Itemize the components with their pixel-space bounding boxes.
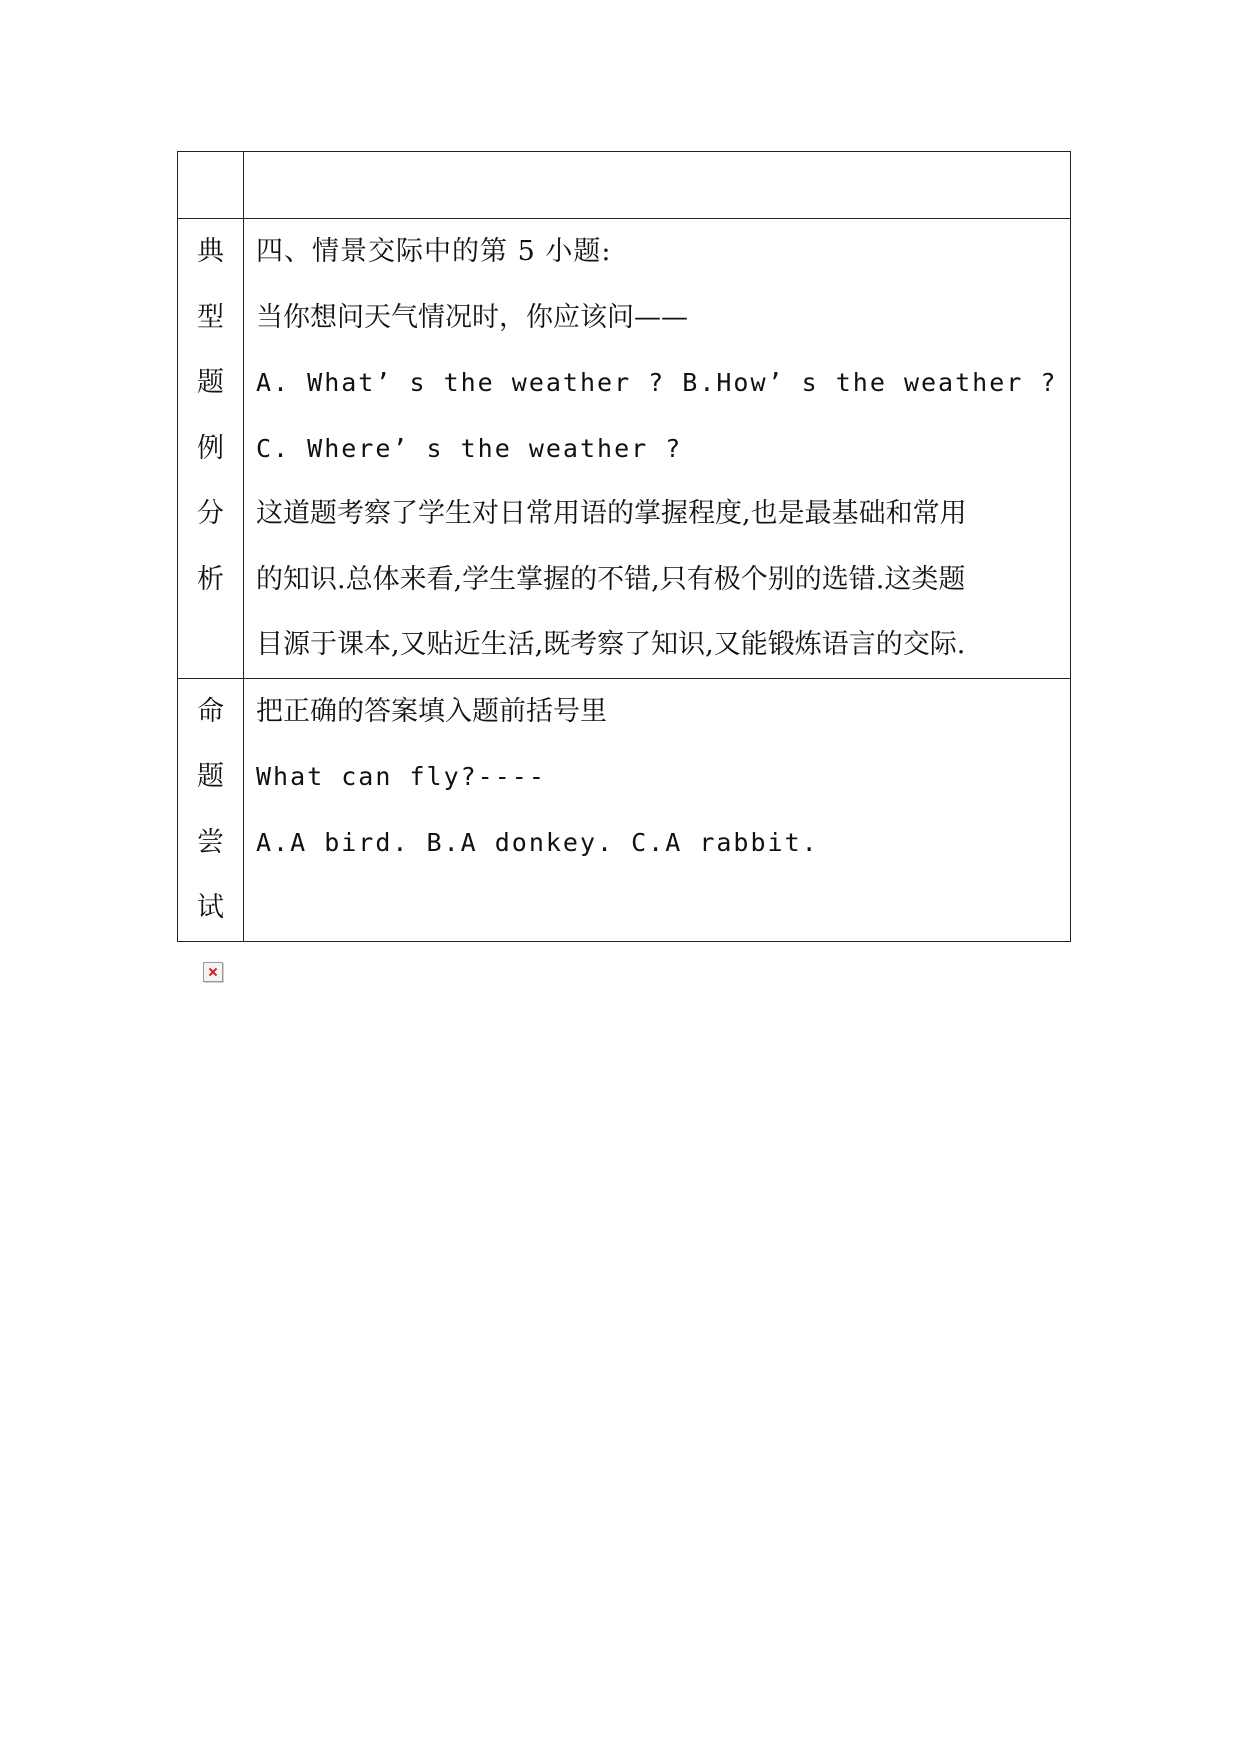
analysis-label-cell xyxy=(178,219,244,679)
trial-label-cell xyxy=(178,678,244,941)
analysis-content-cell xyxy=(244,219,1071,679)
analysis-text-line: 的知识.总体来看,学生掌握的不错,只有极个别的选错.这类题 xyxy=(256,563,966,595)
question-heading: 四、情景交际中的第 5 小题: xyxy=(256,236,612,267)
trial-label-char: 命 xyxy=(197,695,224,727)
worksheet-table xyxy=(177,151,1071,942)
analysis-label-char: 分 xyxy=(197,498,224,529)
trial-label-char: 试 xyxy=(197,892,224,923)
analysis-label-char: 型 xyxy=(197,301,224,333)
broken-image-icon xyxy=(203,962,223,982)
analysis-text-line: 目源于课本,又贴近生活,既考察了知识,又能锻炼语言的交际. xyxy=(256,629,966,660)
analysis-label-char: 析 xyxy=(197,563,224,595)
trial-question: What can fly?---- xyxy=(256,762,546,791)
trial-label-char: 题 xyxy=(197,761,224,792)
trial-options: A.A bird. B.A donkey. C.A rabbit. xyxy=(256,827,819,857)
analysis-label-char: 典 xyxy=(197,236,224,267)
trial-instruction: 把正确的答案填入题前括号里 xyxy=(256,695,607,727)
trial-content-cell xyxy=(244,678,1071,941)
trial-label-char: 尝 xyxy=(197,826,224,858)
analysis-label-char: 题 xyxy=(197,367,224,398)
answer-options-ab: A. What’ s the weather ? B.How’ s the weather ? xyxy=(256,368,1058,397)
table-row-analysis xyxy=(178,219,1071,679)
question-prompt: 当你想问天气情况时，你应该问—— xyxy=(256,301,688,333)
analysis-label-char: 例 xyxy=(197,432,224,464)
answer-option-c: C. Where’ s the weather ? xyxy=(256,433,683,463)
analysis-text-line: 这道题考察了学生对日常用语的掌握程度,也是最基础和常用 xyxy=(256,498,967,529)
table-row-empty xyxy=(178,152,1071,219)
empty-label-cell xyxy=(178,152,244,219)
empty-content-cell xyxy=(244,152,1071,219)
table-row-trial xyxy=(178,678,1071,941)
